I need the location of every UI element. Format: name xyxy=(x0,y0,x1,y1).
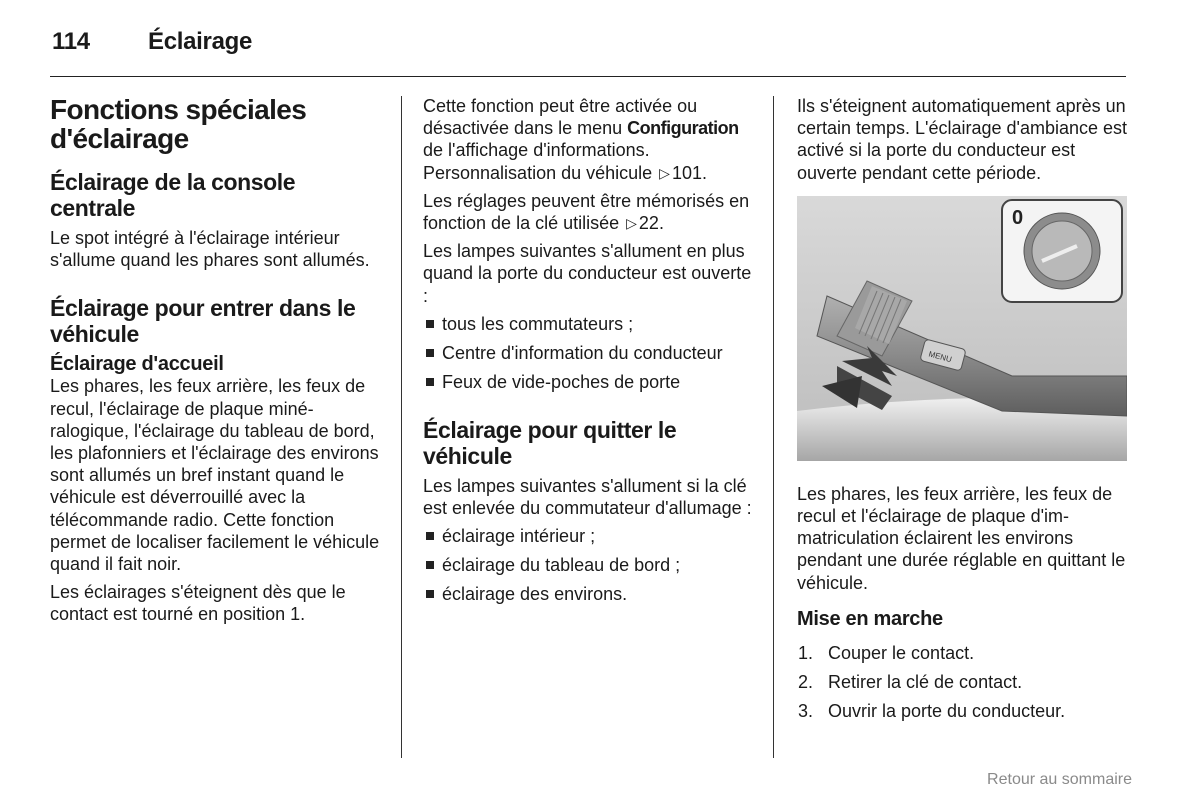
text: Cette fonction peut être activée ou désactivée dans le menu xyxy=(423,96,698,139)
paragraph xyxy=(423,190,758,234)
list-item: éclairage des environs. xyxy=(423,583,758,605)
bullet-list xyxy=(423,525,758,605)
list-item: 2. Retirer la clé de contact. xyxy=(798,671,1023,692)
list-item: Feux de vide-poches de porte xyxy=(423,371,758,393)
page-reference-icon: ▷ xyxy=(626,215,637,232)
list-item: tous les commutateurs ; xyxy=(423,313,758,335)
paragraph: Les lampes suivantes s'allument si la clé est enlevée du commutateur d'allumage : xyxy=(423,475,752,519)
list-item: Centre d'information du conducteur xyxy=(423,342,758,364)
page-number: 114 xyxy=(52,28,90,55)
chapter-title: Éclairage xyxy=(148,28,253,55)
paragraph: Les phares, les feux arrière, les feux de recul et l'éclairage de plaque d'immatriculation éclairent les environs pendant une durée réglable en quittant le véhicule. xyxy=(797,483,1126,593)
lever-svg xyxy=(797,196,1127,461)
column-middle xyxy=(423,95,758,612)
subheading-activation: Mise en marche xyxy=(797,607,943,630)
column-right xyxy=(797,95,1130,729)
bullet-list xyxy=(423,313,758,393)
list-item: 3. Ouvrir la porte du conducteur. xyxy=(798,700,1066,721)
column-divider xyxy=(401,96,402,758)
list-item: éclairage du tableau de bord ; xyxy=(423,554,758,576)
menu-button-label: MENU xyxy=(927,349,953,365)
subheading-welcome-lighting: Éclairage d'accueil xyxy=(50,353,224,376)
back-to-contents-link[interactable]: Retour au sommaire xyxy=(987,771,1132,788)
section-title: Fonctions spéciales d'éclairage xyxy=(50,94,307,154)
turn-signal-lever-illustration xyxy=(797,196,1127,461)
list-item: 1. Couper le contact. xyxy=(798,642,975,663)
column-left xyxy=(50,95,380,632)
heading-console-lighting: Éclairage de la console centrale xyxy=(50,169,296,221)
paragraph: Les éclairages s'éteignent dès que le contact est tourné en position 1. xyxy=(50,582,346,625)
numbered-list xyxy=(797,642,1130,722)
column-divider xyxy=(773,96,774,758)
heading-exit-lighting: Éclairage pour quitter le véhicule xyxy=(423,416,677,469)
menu-name-configuration: Configuration xyxy=(627,118,739,139)
paragraph: Les lampes suivantes s'allument en plus quand la porte du conducteur est ouverte : xyxy=(423,241,752,306)
text: de l'affichage d'informations. Personnalisation du véhicule xyxy=(423,140,653,183)
paragraph xyxy=(423,95,758,184)
knob-position-label: 0 xyxy=(1012,206,1024,229)
paragraph: Ils s'éteignent automatiquement après un certain temps. L'éclairage d'ambiance est activé si la porte du conducteur est ouverte pendant cette période. xyxy=(797,96,1128,183)
text: Les réglages peuvent être mémorisés en fonction de la clé utilisée xyxy=(423,190,750,234)
page-header xyxy=(50,24,1126,77)
page-reference-link[interactable]: 101. xyxy=(671,162,707,183)
heading-entry-lighting: Éclairage pour entrer dans le véhicule xyxy=(50,295,356,348)
page-reference-link[interactable]: 22. xyxy=(638,213,664,234)
paragraph: Le spot intégré à l'éclairage intérieur s'allume quand les phares sont allumés. xyxy=(50,228,370,271)
list-item: éclairage intérieur ; xyxy=(423,525,758,547)
page-reference-icon: ▷ xyxy=(659,164,670,181)
paragraph: Les phares, les feux arrière, les feux de recul, l'éclairage de plaque minéralogique, l'éclairage du tableau de bord, les plafonniers et l'éclairage des environs sont allumés un bref instant quand le véhicule est déverrouillé avec la télécommande radio. Cette fonction permet de localiser facilement le véhicule quand il fait noir. xyxy=(50,376,380,575)
